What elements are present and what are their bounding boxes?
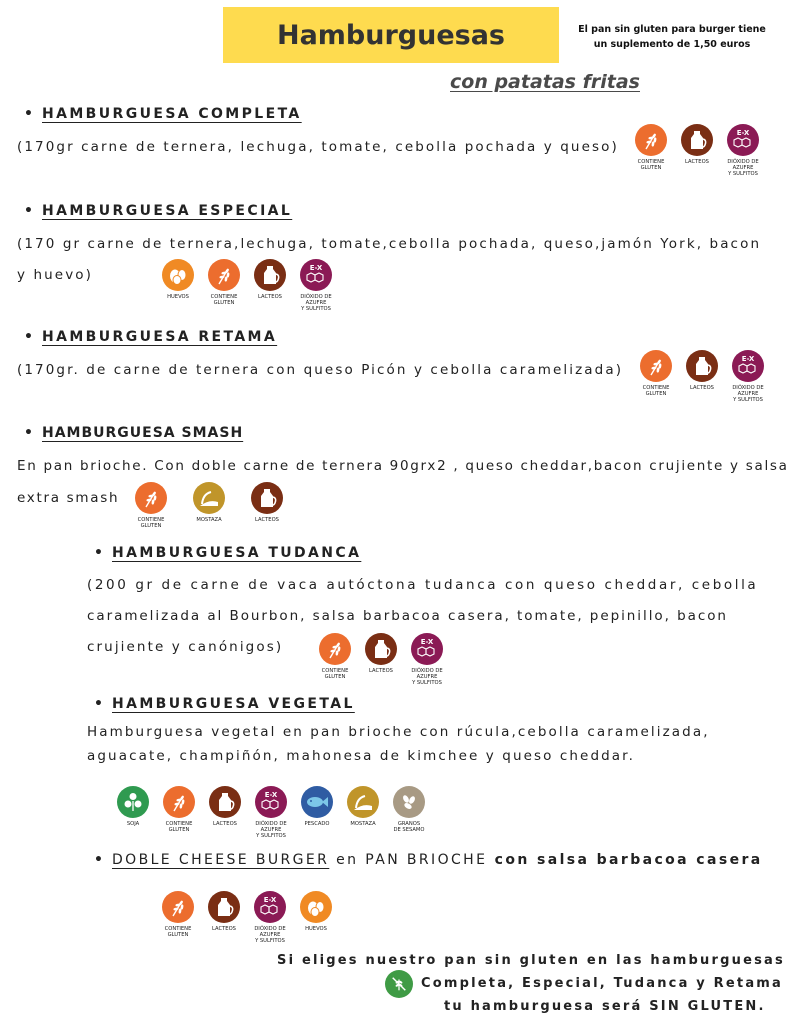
svg-text:E-X: E-X xyxy=(309,264,323,272)
item-desc-retama: (170gr. de carne de ternera con queso Picón y cebolla caramelizada) xyxy=(17,362,624,378)
allergen-label: GRANOS DE SESAMO xyxy=(393,821,425,833)
svg-text:E-X: E-X xyxy=(736,129,750,137)
milk-jug-icon xyxy=(681,124,713,156)
item-name: HAMBURGUESA RETAMA xyxy=(42,329,278,345)
item-desc-smash-2: extra smash xyxy=(17,490,120,506)
wheat-icon xyxy=(163,786,195,818)
allergen-lacteos xyxy=(244,482,290,523)
allergen-label: CONTIENE GLUTEN xyxy=(164,926,192,938)
allergen-label: HUEVOS xyxy=(305,926,327,932)
allergen-sulfitos xyxy=(293,259,339,312)
allergen-huevos xyxy=(155,259,201,300)
allergen-label: CONTIENE GLUTEN xyxy=(637,159,665,171)
allergen-label: LACTEOS xyxy=(369,668,393,674)
item-desc-smash: En pan brioche. Con doble carne de ternera 90grx2 , queso cheddar,bacon crujiente y salsa xyxy=(17,458,789,474)
allergen-sulfitos xyxy=(248,786,294,839)
item-heading-completa: • HAMBURGUESA COMPLETA xyxy=(24,106,302,122)
allergen-label: CONTIENE GLUTEN xyxy=(137,517,165,529)
allergen-lacteos xyxy=(358,633,404,674)
allergen-label: DIÓXIDO DE AZUFRE Y SULFITOS xyxy=(411,668,443,686)
allergen-mostaza xyxy=(186,482,232,523)
allergen-label: LACTEOS xyxy=(212,926,236,932)
ex-molecule-icon xyxy=(727,124,759,156)
sesame-icon xyxy=(393,786,425,818)
item-name: HAMBURGUESA VEGETAL xyxy=(112,696,355,712)
ex-molecule-icon xyxy=(732,350,764,382)
footer-line-1: Si eliges nuestro pan sin gluten en las hamburguesas xyxy=(277,953,785,968)
item-desc-especial: (170 gr carne de ternera,lechuga, tomate,cebolla pochada, queso,jamón York, bacon xyxy=(17,236,762,252)
allergen-lacteos xyxy=(679,350,725,391)
item-heading-smash: • HAMBURGUESA SMASH xyxy=(24,425,244,441)
allergen-label: DIÓXIDO DE AZUFRE Y SULFITOS xyxy=(300,294,332,312)
wheat-icon xyxy=(635,124,667,156)
allergen-label: MOSTAZA xyxy=(196,517,222,523)
fish-icon xyxy=(301,786,333,818)
item-desc-tudanca-2: caramelizada al Bourbon, salsa barbacoa casera, tomate, pepinillo, bacon xyxy=(87,608,728,624)
footer-line-3: tu hamburguesa será SIN GLUTEN. xyxy=(444,999,766,1014)
allergen-label: CONTIENE GLUTEN xyxy=(642,385,670,397)
item-heading-doble-cheese: • DOBLE CHEESE BURGER en PAN BRIOCHE con salsa barbacoa casera xyxy=(94,852,763,868)
eggs-icon xyxy=(300,891,332,923)
allergens-vegetal xyxy=(110,786,432,839)
allergen-label: DIÓXIDO DE AZUFRE Y SULFITOS xyxy=(727,159,759,177)
allergen-label: LACTEOS xyxy=(258,294,282,300)
allergens-retama xyxy=(633,350,771,403)
allergen-label: CONTIENE GLUTEN xyxy=(210,294,238,306)
item-heading-vegetal: • HAMBURGUESA VEGETAL xyxy=(94,696,355,712)
allergen-gluten xyxy=(312,633,358,680)
allergen-sulfitos xyxy=(404,633,450,686)
allergen-label: MOSTAZA xyxy=(350,821,376,827)
item-desc-tudanca-3: crujiente y canónigos) xyxy=(87,639,284,655)
item-desc-completa: (170gr carne de ternera, lechuga, tomate, cebolla pochada y queso) xyxy=(17,139,619,155)
allergen-label: LACTEOS xyxy=(213,821,237,827)
item-desc-vegetal: Hamburguesa vegetal en pan brioche con rúcula,cebolla caramelizada, xyxy=(87,724,710,740)
svg-text:E-X: E-X xyxy=(264,791,278,799)
allergen-label: LACTEOS xyxy=(690,385,714,391)
milk-jug-icon xyxy=(209,786,241,818)
item-desc-tudanca: (200 gr de carne de vaca autóctona tudanca con queso cheddar, cebolla xyxy=(87,577,759,593)
mustard-icon xyxy=(347,786,379,818)
item-name: HAMBURGUESA COMPLETA xyxy=(42,106,302,122)
allergen-huevos xyxy=(293,891,339,932)
svg-text:E-X: E-X xyxy=(741,355,755,363)
allergen-label: SOJA xyxy=(126,821,140,827)
allergen-label: PESCADO xyxy=(304,821,330,827)
gluten-free-note: El pan sin gluten para burger tiene un suplemento de 1,50 euros xyxy=(578,24,766,50)
allergen-lacteos xyxy=(674,124,720,165)
item-name: DOBLE CHEESE BURGER xyxy=(112,852,330,868)
item-name: HAMBURGUESA ESPECIAL xyxy=(42,203,293,219)
svg-text:E-X: E-X xyxy=(263,896,277,904)
allergen-sulfitos xyxy=(247,891,293,944)
allergen-label: DIÓXIDO DE AZUFRE Y SULFITOS xyxy=(732,385,764,403)
allergen-sulfitos xyxy=(725,350,771,403)
allergen-soja xyxy=(110,786,156,827)
ex-molecule-icon xyxy=(300,259,332,291)
ex-molecule-icon xyxy=(255,786,287,818)
item-desc-vegetal-2: aguacate, champiñón, mahonesa de kimchee y queso cheddar. xyxy=(87,748,635,764)
allergen-label: DIÓXIDO DE AZUFRE Y SULFITOS xyxy=(254,926,286,944)
allergen-gluten xyxy=(201,259,247,306)
milk-jug-icon xyxy=(686,350,718,382)
ex-molecule-icon xyxy=(254,891,286,923)
allergens-doble-cheese xyxy=(155,891,339,944)
allergen-lacteos xyxy=(201,891,247,932)
item-heading-retama: • HAMBURGUESA RETAMA xyxy=(24,329,278,345)
footer-line-2: Completa, Especial, Tudanca y Retama xyxy=(421,976,784,991)
wheat-icon xyxy=(208,259,240,291)
allergen-lacteos xyxy=(202,786,248,827)
allergen-label: DIÓXIDO DE AZUFRE Y SULFITOS xyxy=(255,821,287,839)
item-name: HAMBURGUESA TUDANCA xyxy=(112,545,362,561)
gluten-free-icon xyxy=(385,970,413,998)
allergen-label: LACTEOS xyxy=(255,517,279,523)
allergens-completa xyxy=(628,124,766,177)
eggs-icon xyxy=(162,259,194,291)
item-desc-especial-2: y huevo) xyxy=(17,267,94,283)
allergen-label: CONTIENE GLUTEN xyxy=(165,821,193,833)
allergen-lacteos xyxy=(247,259,293,300)
milk-jug-icon xyxy=(251,482,283,514)
allergen-label: LACTEOS xyxy=(685,159,709,165)
wheat-icon xyxy=(319,633,351,665)
allergen-gluten xyxy=(128,482,174,529)
page-subtitle: con patatas fritas xyxy=(450,71,640,93)
wheat-icon xyxy=(162,891,194,923)
allergen-label: HUEVOS xyxy=(167,294,189,300)
wheat-icon xyxy=(135,482,167,514)
allergen-gluten xyxy=(628,124,674,171)
allergens-smash xyxy=(128,482,290,529)
svg-text:E-X: E-X xyxy=(420,638,434,646)
wheat-icon xyxy=(640,350,672,382)
milk-jug-icon xyxy=(365,633,397,665)
item-heading-especial: • HAMBURGUESA ESPECIAL xyxy=(24,203,293,219)
allergen-sesamo xyxy=(386,786,432,833)
allergen-label: CONTIENE GLUTEN xyxy=(321,668,349,680)
ex-molecule-icon xyxy=(411,633,443,665)
allergen-sulfitos xyxy=(720,124,766,177)
item-heading-tudanca: • HAMBURGUESA TUDANCA xyxy=(94,545,362,561)
allergen-pescado xyxy=(294,786,340,827)
milk-jug-icon xyxy=(254,259,286,291)
soy-icon xyxy=(117,786,149,818)
allergen-gluten xyxy=(633,350,679,397)
page-title: Hamburguesas xyxy=(276,19,506,51)
allergen-gluten xyxy=(155,891,201,938)
title-banner xyxy=(223,7,559,63)
allergen-mostaza xyxy=(340,786,386,827)
allergens-tudanca xyxy=(312,633,450,686)
allergens-especial xyxy=(155,259,339,312)
milk-jug-icon xyxy=(208,891,240,923)
mustard-icon xyxy=(193,482,225,514)
item-name: HAMBURGUESA SMASH xyxy=(42,425,244,441)
allergen-gluten xyxy=(156,786,202,833)
